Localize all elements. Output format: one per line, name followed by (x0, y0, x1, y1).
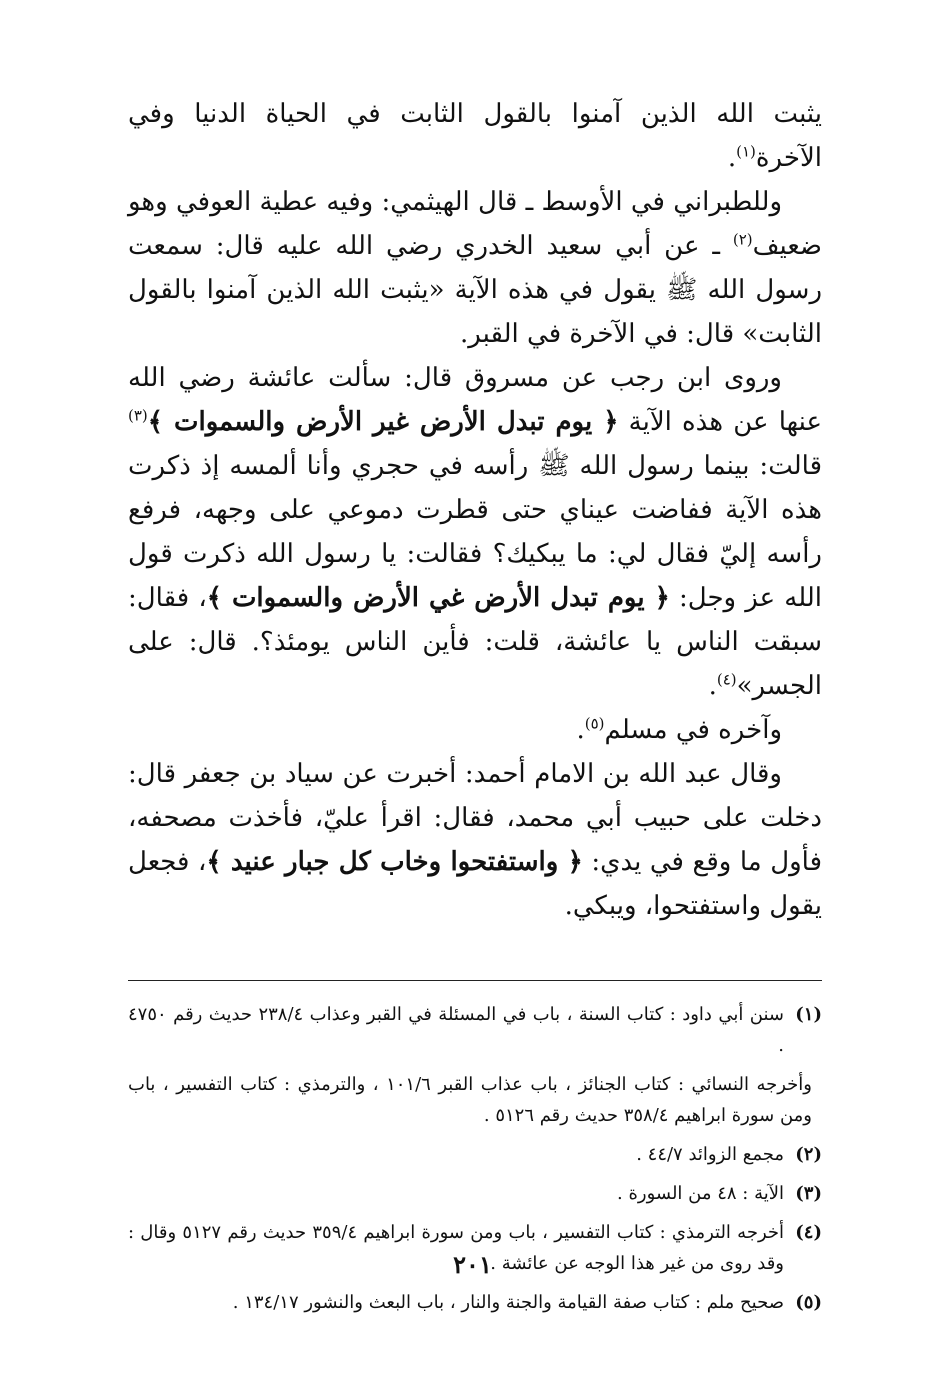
paragraph-3 (128, 356, 822, 708)
main-text (128, 92, 822, 928)
footnote-text: أخرجه الترمذي : كتاب التفسير ، باب ومن سورة ابراهيم ٣٥٩/٤ حديث رقم ٥١٢٧ وقال : وقد روى من غير هذا الوجه عن عائشة . (128, 1222, 785, 1274)
footnote-ref: (٥) (584, 714, 605, 733)
text: . (708, 671, 717, 701)
footnote-number: (٤) (795, 1222, 822, 1243)
text: ـ عن أبي سعيد الخدري رضي الله عليه قال: سمعت رسول الله ﷺ يقول في هذه الآية «يثبت الله الذين آمنوا بالقول الثابت» قال: في الآخرة في القبر. (128, 231, 822, 349)
text: ، فقال: سبقت الناس يا عائشة، قلت: فأين الناس يومئذ؟. قال: على الجسر» (128, 583, 822, 701)
footnote-text: مجمع الزوائد ٤٤/٧ . (636, 1144, 784, 1165)
text: وقال عبد الله بن الامام أحمد: أخبرت عن سياد بن جعفر قال: دخلت على حبيب أبي محمد، فقال: اقرأ عليّ، فأخذت مصحفه، فأول ما وقع في يدي: (128, 759, 823, 877)
footnote-ref: (٢) (732, 230, 753, 249)
footnote-5 (128, 1287, 822, 1318)
footnote-divider (128, 980, 822, 981)
footnote-text: سنن أبي داود : كتاب السنة ، باب في المسئلة في القبر وعذاب ٢٣٨/٤ حديث رقم ٤٧٥٠ . (128, 1004, 784, 1056)
text: وآخره في مسلم (604, 715, 782, 745)
footnote-number: (١) (795, 1004, 822, 1025)
text: يثبت الله الذين آمنوا بالقول الثابت في الحياة الدنيا وفي الآخرة (128, 99, 822, 173)
footnote-ref: (٣) (128, 406, 148, 425)
footnote-text: صحيح ملم : كتاب صفة القيامة والجنة والنار ، باب البعث والنشور ١٣٤/١٧ . (232, 1292, 784, 1313)
paragraph-2 (128, 180, 822, 356)
text: وللطبراني في الأوسط ـ قال الهيثمي: وفيه عطية العوفي وهو ضعيف (128, 187, 822, 261)
text: . (576, 715, 585, 745)
footnote-number: (٣) (795, 1183, 822, 1204)
footnote-number: (٢) (795, 1144, 822, 1165)
footnote-3 (128, 1178, 822, 1209)
quran-verse: ﴿ واستفتحوا وخاب كل جبار عنيد ﴾ (206, 847, 583, 877)
text: ، فجعل يقول واستفتحوا، ويبكي. (128, 847, 822, 921)
paragraph-4 (128, 708, 822, 752)
paragraph-1 (128, 92, 822, 180)
text: قالت: بينما رسول الله ﷺ رأسه في حجري وأنا ألمسه إذ ذكرت هذه الآية ففاضت عيناي حتى قطرت دموعي على وجهه، فرفع رأسه إليّ فقال لي: ما يبكيك؟ فقالت: يا رسول الله ذكرت قول الله عز وجل: (128, 451, 823, 613)
text: . (727, 143, 737, 173)
footnote-1-continuation: وأخرجه النسائي : كتاب الجنائز ، باب عذاب القبر ١٠١/٦ ، والترمذي : كتاب التفسير ، باب ومن سورة ابراهيم ٣٥٨/٤ حديث رقم ٥١٢٦ . (128, 1074, 812, 1126)
footnote-text: الآية : ٤٨ من السورة . (617, 1183, 784, 1204)
footnote-ref: (١) (736, 142, 756, 161)
footnote-number: (٥) (795, 1292, 822, 1313)
paragraph-5 (128, 752, 822, 928)
footnote-1 (128, 999, 822, 1061)
footnote-ref: (٤) (716, 670, 737, 689)
page-number: ٢٠١ (453, 1250, 492, 1279)
footnote-2 (128, 1139, 822, 1170)
text: وروى ابن رجب عن مسروق قال: سألت عائشة رضي الله عنها عن هذه الآية (128, 363, 823, 437)
page-content (128, 92, 822, 1326)
quran-verse: ﴿ يوم تبدل الأرض غير الأرض والسموات ﴾ (147, 407, 619, 437)
quran-verse: ﴿ يوم تبدل الأرض غي الأرض والسموات ﴾ (206, 583, 670, 613)
